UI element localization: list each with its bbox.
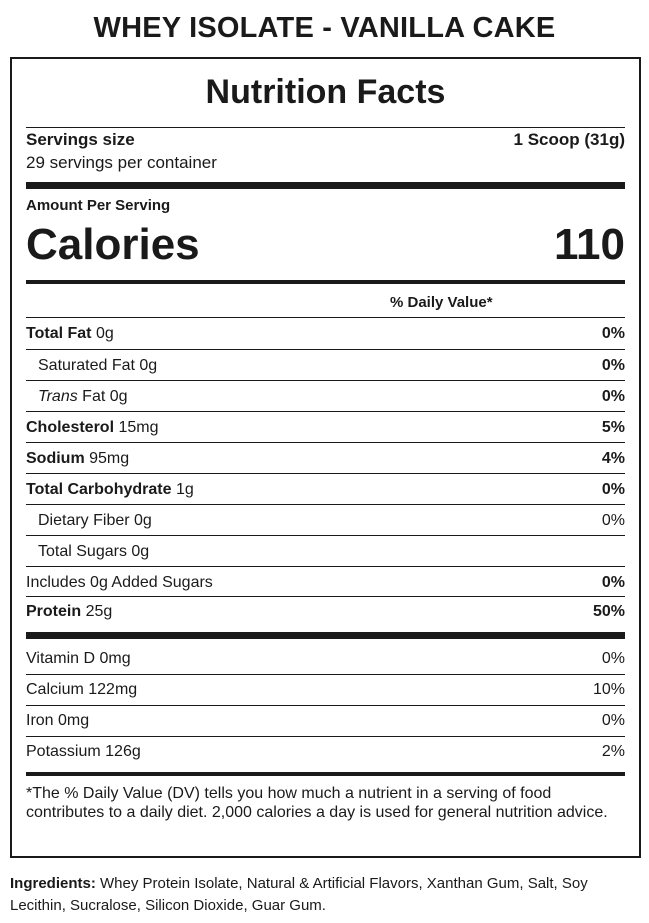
- medium-divider: [26, 280, 625, 284]
- serving-size-value: 1 Scoop (31g): [513, 130, 625, 149]
- vitamin-amount: 0mg: [99, 650, 131, 667]
- nutrient-row-cholesterol: [26, 412, 625, 443]
- nutrient-row-dietary-fiber: [26, 505, 625, 536]
- nutrient-amount: 25g: [85, 603, 113, 620]
- nutrient-row-protein: [26, 596, 625, 627]
- medium-divider: [26, 772, 625, 776]
- nutrient-dv: 0%: [601, 512, 625, 529]
- nutrient-amount: 15mg: [118, 419, 159, 436]
- nutrition-facts-title: Nutrition Facts: [205, 73, 446, 111]
- vitamin-row-potassium: [26, 736, 625, 767]
- vitamin-name: Vitamin D: [26, 650, 96, 667]
- nutrient-name: Trans: [38, 388, 78, 405]
- vitamin-row-iron: [26, 705, 625, 736]
- ingredients: [10, 873, 642, 917]
- nutrient-dv: 5%: [601, 419, 625, 436]
- vitamin-dv: 0%: [601, 650, 625, 667]
- nutrient-row-added-sugars: [26, 567, 625, 598]
- nutrient-name: Protein: [26, 603, 82, 620]
- vitamin-dv: 10%: [592, 681, 625, 698]
- nutrient-name: Total Carbohydrate: [26, 481, 172, 498]
- nutrient-row-sodium: [26, 443, 625, 474]
- nutrient-name-suffix: Fat: [82, 388, 106, 405]
- nutrient-amount: 95mg: [89, 450, 130, 467]
- nutrient-name: Total Sugars: [38, 543, 127, 560]
- nutrient-name: Includes 0g Added Sugars: [26, 574, 213, 591]
- nutrient-amount: 0g: [109, 388, 128, 405]
- nutrient-row-total-carbohydrate: [26, 474, 625, 505]
- ingredients-text: Whey Protein Isolate, Natural & Artificial Flavors, Xanthan Gum, Salt, Soy Lecithin, Sucralose, Silicon Dioxide, Guar Gum.: [10, 875, 588, 914]
- servings-per-container: 29 servings per container: [26, 153, 217, 172]
- divider: [26, 127, 625, 128]
- thick-divider: [26, 182, 625, 189]
- nutrient-dv: 0%: [601, 481, 625, 498]
- vitamin-name: Potassium: [26, 743, 101, 760]
- daily-value-footnote: *The % Daily Value (DV) tells you how much a nutrient in a serving of food contributes to a daily diet. 2,000 calories a day is used for general nutrition advice.: [26, 785, 608, 821]
- nutrient-name: Saturated Fat: [38, 357, 135, 374]
- vitamin-name: Iron: [26, 712, 54, 729]
- thick-divider: [26, 632, 625, 639]
- nutrient-row-total-fat: [26, 318, 625, 349]
- nutrient-name: Sodium: [26, 450, 85, 467]
- nutrient-amount: 0g: [131, 543, 150, 560]
- vitamin-row-vitamin-d: [26, 643, 625, 674]
- vitamin-amount: 126g: [105, 743, 141, 760]
- nutrient-dv: 4%: [601, 450, 625, 467]
- serving-size-label: Servings size: [26, 130, 135, 149]
- nutrient-name: Cholesterol: [26, 419, 115, 436]
- nutrient-dv: 50%: [592, 603, 625, 620]
- nutrient-amount: 0g: [139, 357, 158, 374]
- vitamin-amount: 122mg: [88, 681, 138, 698]
- nutrient-name: Total Fat: [26, 325, 92, 342]
- nutrient-amount: 0g: [134, 512, 152, 529]
- nutrition-facts-panel: [10, 57, 641, 858]
- calories-label: Calories: [26, 220, 200, 269]
- nutrient-dv: 0%: [601, 388, 625, 405]
- nutrient-amount: 0g: [95, 325, 114, 342]
- amount-per-serving: Amount Per Serving: [26, 197, 171, 214]
- nutrient-row-saturated-fat: [26, 350, 625, 381]
- nutrient-row-total-sugars: [26, 536, 625, 567]
- vitamin-dv: 2%: [601, 743, 625, 760]
- daily-value-header: % Daily Value*: [390, 294, 493, 311]
- ingredients-label: Ingredients:: [10, 875, 96, 892]
- nutrient-dv: 0%: [601, 325, 625, 342]
- nutrient-dv: 0%: [601, 574, 625, 591]
- product-title: WHEY ISOLATE - VANILLA CAKE: [93, 12, 556, 44]
- calories-value: 110: [554, 220, 625, 269]
- nutrient-dv: 0%: [601, 357, 625, 374]
- nutrient-row-trans-fat: [26, 381, 625, 412]
- nutrient-name: Dietary Fiber: [38, 512, 130, 529]
- nutrient-amount: 1g: [175, 481, 194, 498]
- vitamin-name: Calcium: [26, 681, 84, 698]
- vitamin-row-calcium: [26, 674, 625, 705]
- vitamin-dv: 0%: [601, 712, 625, 729]
- vitamin-amount: 0mg: [58, 712, 90, 729]
